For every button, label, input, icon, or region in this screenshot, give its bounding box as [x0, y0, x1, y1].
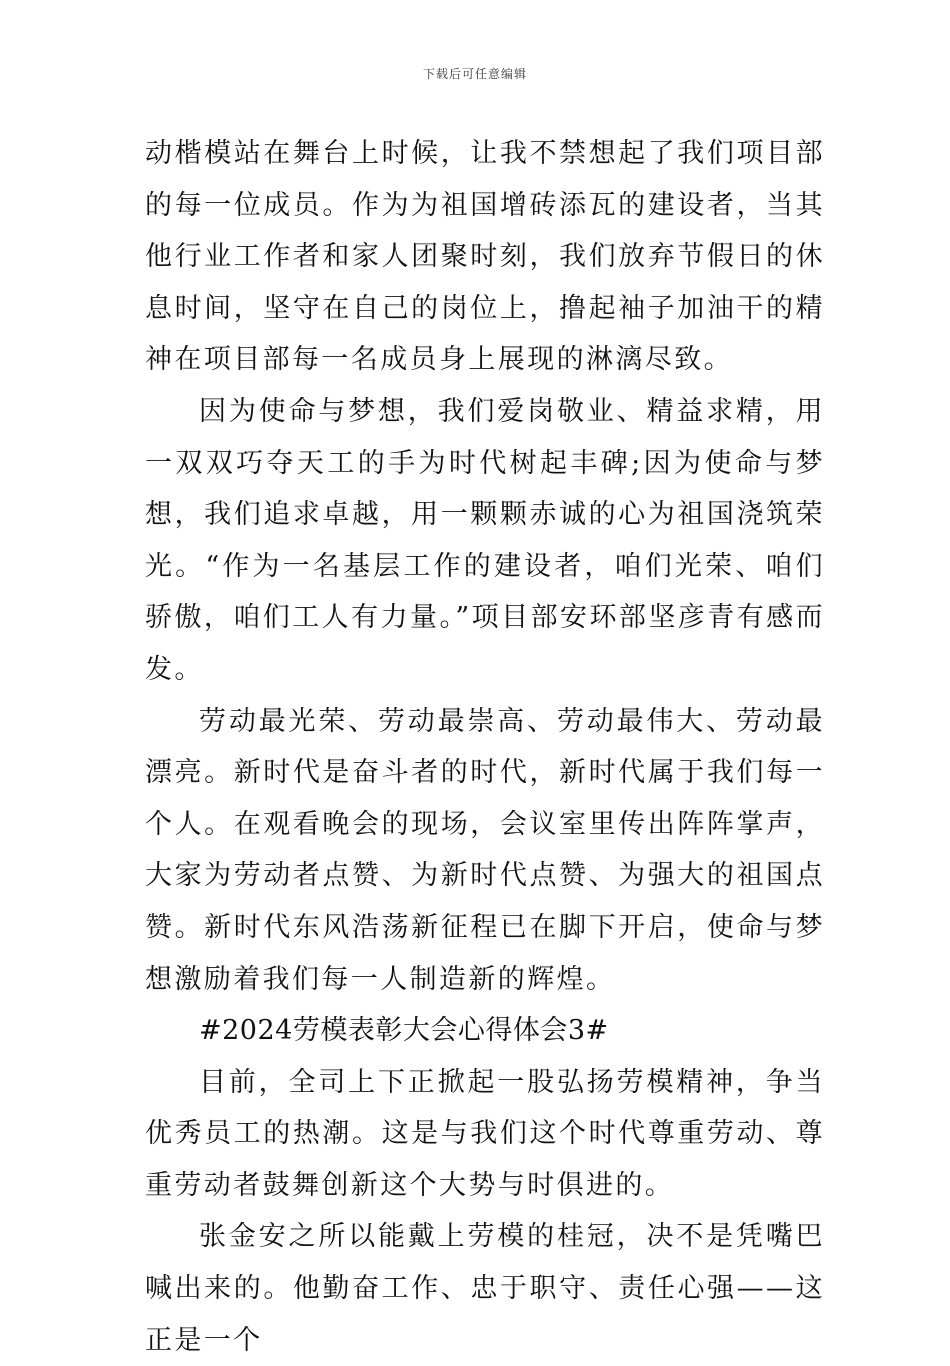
document-body — [145, 128, 825, 1366]
paragraph-labor-glory: 劳动最光荣、劳动最崇高、劳动最伟大、劳动最漂亮。新时代是奋斗者的时代，新时代属于我们每一个人。在观看晚会的现场，会议室里传出阵阵掌声，大家为劳动者点赞、为新时代点赞、为强大的祖国点赞。新时代东风浩荡新征程已在脚下开启，使命与梦想激励着我们每一人制造新的辉煌。 — [145, 705, 825, 995]
paragraph-mission-dream: 因为使命与梦想，我们爱岗敬业、精益求精，用一双双巧夺天工的手为时代树起丰碑;因为使命与梦想，我们追求卓越，用一颗颗赤诚的心为祖国浇筑荣光。“作为一名基层工作的建设者，咱们光荣、咱们骄傲，咱们工人有力量。”项目部安环部坚彦青有感而发。 — [145, 395, 825, 685]
paragraph-zhang-jinan: 张金安之所以能戴上劳模的桂冠，决不是凭嘴巴喊出来的。他勤奋工作、忠于职守、责任心强——这正是一个 — [145, 1221, 825, 1356]
paragraph-continuation: 动楷模站在舞台上时候，让我不禁想起了我们项目部的每一位成员。作为为祖国增砖添瓦的建设者，当其他行业工作者和家人团聚时刻，我们放弃节假日的休息时间，坚守在自己的岗位上，撸起袖子加油干的精神在项目部每一名成员身上展现的淋漓尽致。 — [145, 138, 825, 376]
paragraph-model-spirit: 目前，全司上下正掀起一股弘扬劳模精神，争当优秀员工的热潮。这是与我们这个时代尊重劳动、尊重劳动者鼓舞创新这个大势与时俱进的。 — [145, 1066, 825, 1201]
section-heading: #2024劳模表彰大会心得体会3# — [199, 1015, 609, 1047]
header-note: 下载后可任意编辑 — [422, 67, 527, 81]
